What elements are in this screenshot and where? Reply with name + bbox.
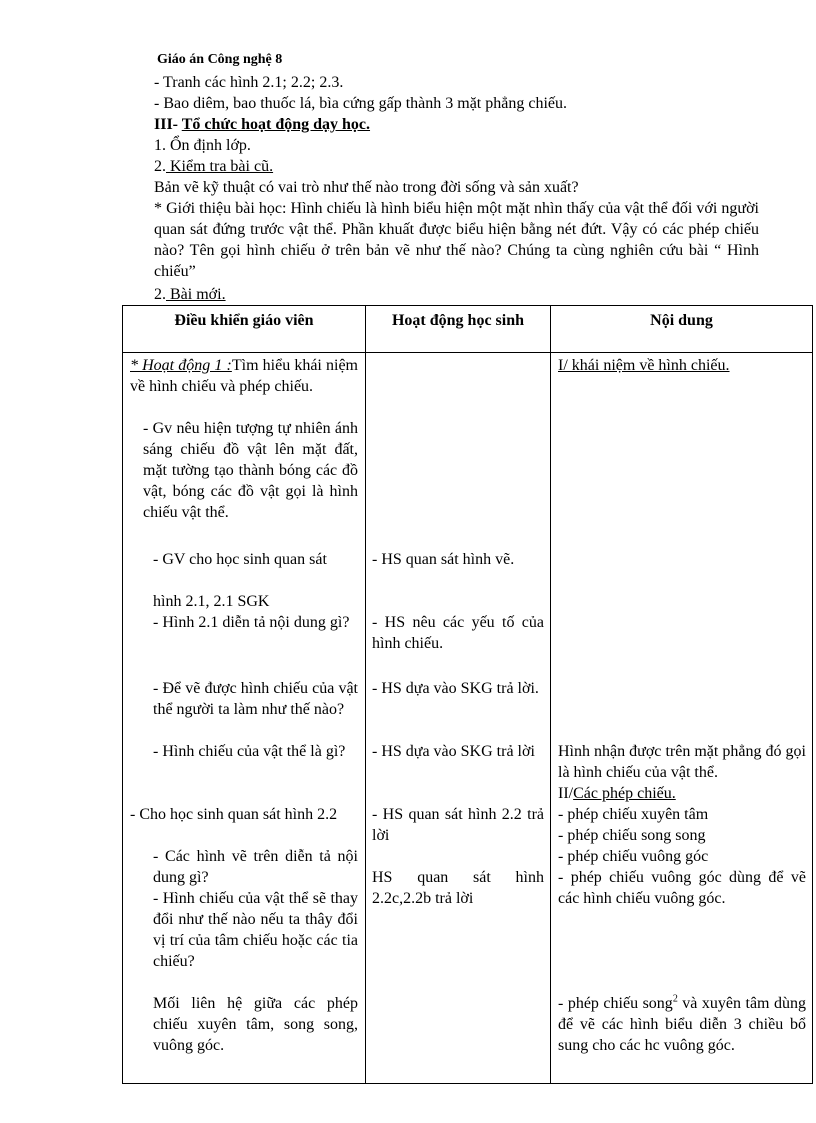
teacher-step-2b: hình 2.1, 2.1 SGK (153, 593, 270, 610)
content-parallel-projection: - phép chiếu song song (558, 827, 706, 844)
teacher-step-7: - Các hình vẽ trên diễn tả nội dung gì? (153, 848, 358, 886)
usage-part-2: và xuyên tâm dùng để vẽ các hình biểu diễn 3 chiều bổ sung cho các hc vuông góc. (558, 995, 806, 1054)
document-title: Giáo án Công nghệ 8 (157, 52, 283, 67)
col-header-teacher: Điều khiển giáo viên (123, 306, 366, 353)
student-step-6: HS quan sát hình 2.2c,2.2b trả lời (372, 869, 544, 907)
table-body-row (123, 353, 813, 1084)
teacher-step-4: - Để vẽ được hình chiếu của vật thể người ta làm như thế nào? (153, 680, 358, 718)
materials-line-1: - Tranh các hình 2.1; 2.2; 2.3. (154, 74, 344, 91)
teacher-step-6: - Cho học sinh quan sát hình 2.2 (130, 806, 338, 823)
content-concept-heading: I/ khái niệm về hình chiếu. (558, 357, 730, 374)
section-title: Tổ chức hoạt động dạy học. (181, 116, 371, 133)
step-2-number: 2. (154, 158, 166, 175)
content-projections-heading (558, 783, 676, 804)
step-1: 1. Ổn định lớp. (154, 137, 251, 154)
content-central-projection: - phép chiếu xuyên tâm (558, 806, 709, 823)
content-cell (551, 353, 813, 1084)
col-header-student: Hoạt động học sinh (366, 306, 551, 353)
teacher-step-8: - Hình chiếu của vật thể sẽ thay đổi như thế nào nếu ta thây đổi vị trí của tâm chiếu hoặc các tia chiếu? (153, 890, 358, 970)
step-2 (154, 156, 273, 177)
content-orthogonal-projection: - phép chiếu vuông góc (558, 848, 709, 865)
lesson-intro: * Giới thiệu bài học: Hình chiếu là hình biểu hiện một mặt nhìn thấy của vật thể đối với người quan sát đứng trước vật thể. Phần khuất được biểu hiện bằng nét đứt. Vậy có các phép chiếu nào? Tên gọi hình chiếu ở trên bản vẽ như thế nào? Chúng ta cùng nghiên cứu bài “ Hình chiếu” (154, 200, 759, 280)
table-header-row (123, 306, 813, 353)
content-definition: Hình nhận được trên mặt phẳng đó gọi là hình chiếu của vật thể. (558, 743, 806, 781)
teacher-step-2a: - GV cho học sinh quan sát (153, 551, 327, 568)
student-step-1: - HS quan sát hình vẽ. (372, 551, 515, 568)
step-2-title: Kiểm tra bài cũ. (166, 158, 274, 175)
usage-part-1: - phép chiếu song (558, 995, 673, 1012)
student-step-2: - HS nêu các yếu tố của hình chiếu. (372, 614, 544, 652)
activity-1-desc: Tìm hiểu khái niệm về hình chiếu và phép chiếu. (130, 357, 359, 395)
content-3d-usage (558, 993, 806, 1056)
teacher-step-1: - Gv nêu hiện tượng tự nhiên ánh sáng chiếu đồ vật lên mặt đất, mặt tường tạo thành bóng các đồ vật, bóng các đồ vật gọi là hình chiếu vật thể. (143, 420, 358, 521)
projections-title: Các phép chiếu. (573, 785, 676, 802)
projections-prefix: II/ (558, 785, 574, 802)
col-header-content: Nội dung (551, 306, 813, 353)
teacher-step-5: - Hình chiếu của vật thể là gì? (153, 743, 346, 760)
teacher-step-3: - Hình 2.1 diễn tả nội dung gì? (153, 614, 350, 631)
student-cell (366, 353, 551, 1084)
activity-1 (130, 355, 358, 397)
teacher-step-9: Mối liên hệ giữa các phép chiếu xuyên tâm, song song, vuông góc. (153, 995, 358, 1054)
content-orthogonal-usage: - phép chiếu vuông góc dùng để vẽ các hình chiếu vuông góc. (558, 869, 806, 907)
step-3-number: 2. (154, 286, 166, 303)
review-question: Bản vẽ kỹ thuật có vai trò như thế nào trong đời sống và sản xuất? (154, 179, 579, 196)
student-step-3: - HS dựa vào SKG trả lời. (372, 680, 539, 697)
student-step-5: - HS quan sát hình 2.2 trả lời (372, 806, 544, 844)
section-number: III- (154, 116, 179, 133)
lesson-table (122, 305, 813, 1084)
materials-line-2: - Bao diêm, bao thuốc lá, bìa cứng gấp thành 3 mặt phẳng chiếu. (154, 95, 567, 112)
teacher-cell (123, 353, 366, 1084)
section-heading (154, 114, 370, 135)
step-3 (154, 284, 226, 305)
student-step-4: - HS dựa vào SKG trả lời (372, 743, 535, 760)
step-3-title: Bài mới. (166, 286, 226, 303)
usage-superscript: 2 (672, 993, 678, 1005)
activity-1-title: * Hoạt động 1 : (130, 357, 232, 374)
